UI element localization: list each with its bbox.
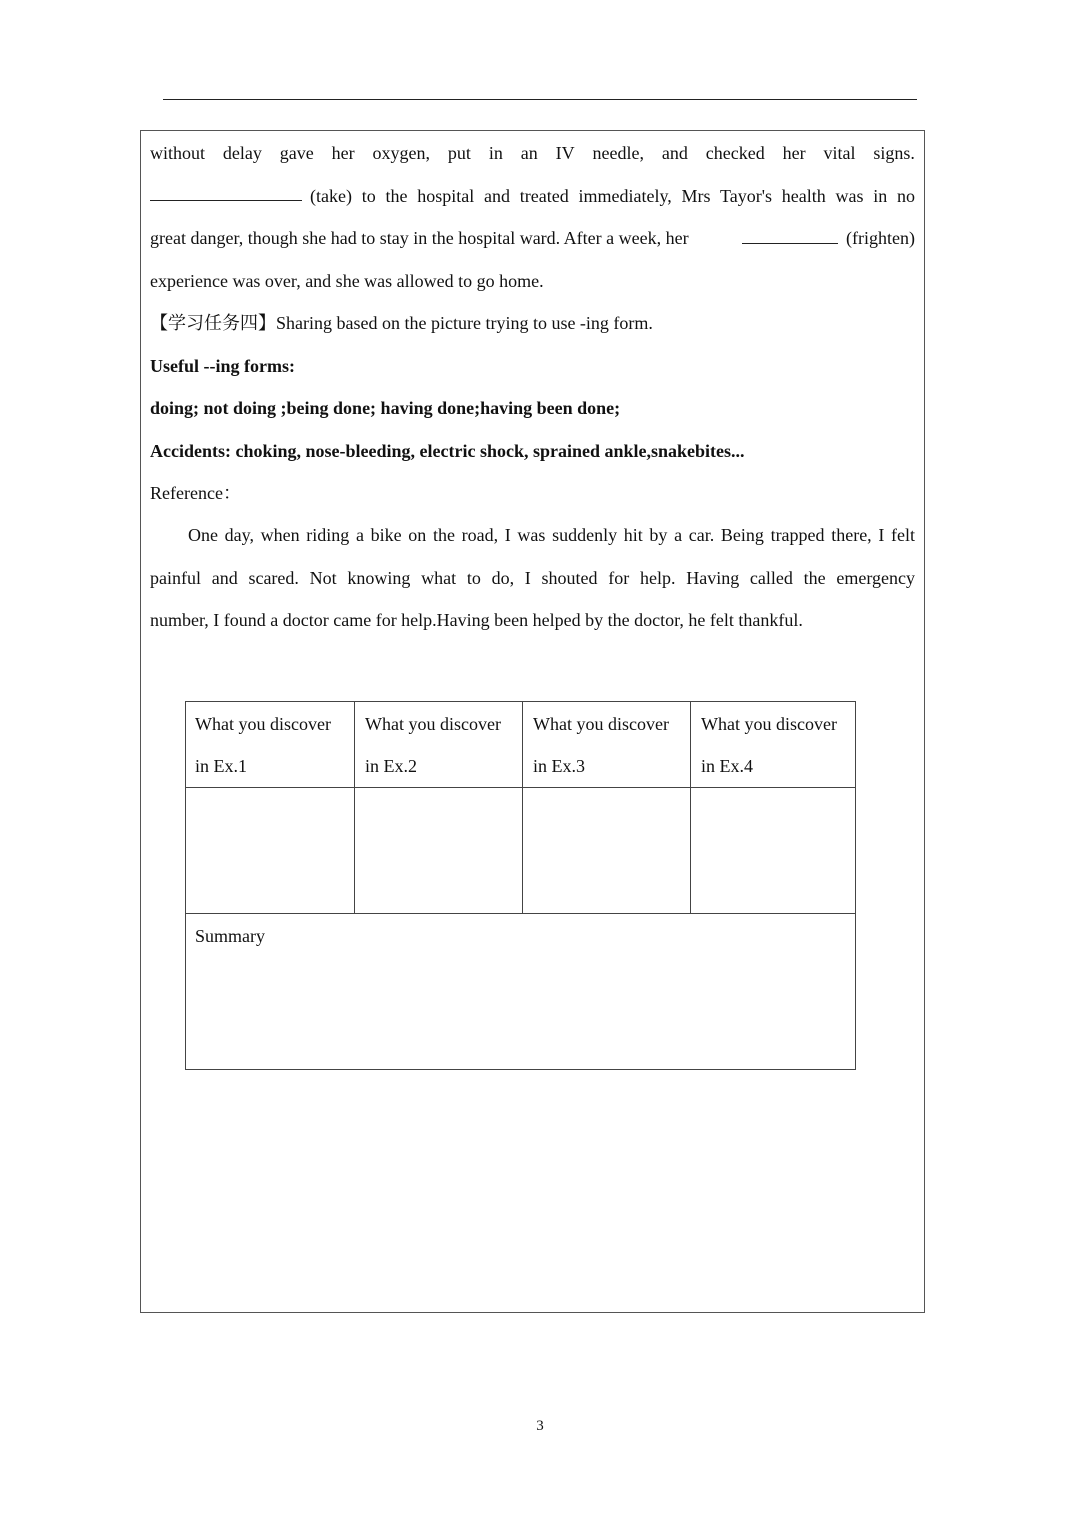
paragraph-word: and	[661, 143, 688, 163]
reference-line-2: painful and scared. Not knowing what to do, I shouted for help. Having called the emergency	[150, 568, 915, 588]
accidents-list: Accidents: choking, nose-bleeding, electric shock, sprained ankle,snakebites...	[150, 441, 745, 461]
paragraph-word: needle,	[592, 143, 644, 163]
paragraph-word: checked	[705, 143, 765, 163]
answer-cell-ex2[interactable]	[355, 788, 522, 913]
paragraph-line-1	[150, 141, 915, 165]
header-rule	[163, 99, 917, 100]
header-cell-ex2: What you discover in Ex.2	[365, 714, 501, 776]
discovery-table	[185, 701, 856, 1070]
paragraph-word: without	[150, 143, 206, 163]
reference-label: Reference：	[150, 483, 241, 503]
answer-cell-ex4[interactable]	[691, 788, 855, 913]
header-cell-ex4: What you discover in Ex.4	[701, 714, 837, 776]
answer-cell-ex3[interactable]	[523, 788, 690, 913]
answer-blank-take[interactable]	[150, 184, 302, 201]
paragraph-word: oxygen,	[372, 143, 431, 163]
ing-forms-list: doing; not doing ;being done; having done;having been done;	[150, 398, 621, 418]
paragraph-word: in	[488, 143, 503, 163]
paragraph-word: delay	[222, 143, 262, 163]
header-cell-ex3: What you discover in Ex.3	[533, 714, 669, 776]
paragraph-line-4: experience was over, and she was allowed to go home.	[150, 271, 544, 291]
answer-blank-frighten[interactable]	[742, 227, 838, 244]
useful-forms-label: Useful --ing forms:	[150, 356, 295, 376]
paragraph-line-3	[150, 226, 915, 250]
row-divider	[186, 913, 855, 914]
paragraph-word: put	[447, 143, 471, 163]
page-number: 3	[536, 1418, 544, 1434]
paragraph-word: IV	[555, 143, 575, 163]
paragraph-word: gave	[279, 143, 314, 163]
frighten-hint: (frighten)	[846, 228, 915, 248]
reference-line-1: One day, when riding a bike on the road, I was suddenly hit by a car. Being trapped there, I felt	[188, 525, 915, 545]
paragraph-word: signs.	[873, 143, 915, 163]
paragraph-word: an	[520, 143, 538, 163]
paragraph-word: vital	[823, 143, 856, 163]
header-cell-ex1: What you discover in Ex.1	[195, 714, 331, 776]
paragraph-word: her	[331, 143, 355, 163]
paragraph-line-2-text: (take) to the hospital and treated immediately, Mrs Tayor's health was in no	[310, 186, 915, 206]
paragraph-line-3-text: great danger, though she had to stay in the hospital ward. After a week, her	[150, 228, 689, 248]
summary-answer-area[interactable]	[186, 957, 855, 1069]
summary-label: Summary	[195, 926, 265, 946]
task4-heading: 【学习任务四】Sharing based on the picture trying to use -ing form.	[150, 313, 653, 333]
answer-cell-ex1[interactable]	[186, 788, 354, 913]
paragraph-word: her	[782, 143, 806, 163]
reference-line-3: number, I found a doctor came for help.Having been helped by the doctor, he felt thankful.	[150, 610, 803, 630]
paragraph-line-2	[150, 184, 915, 208]
